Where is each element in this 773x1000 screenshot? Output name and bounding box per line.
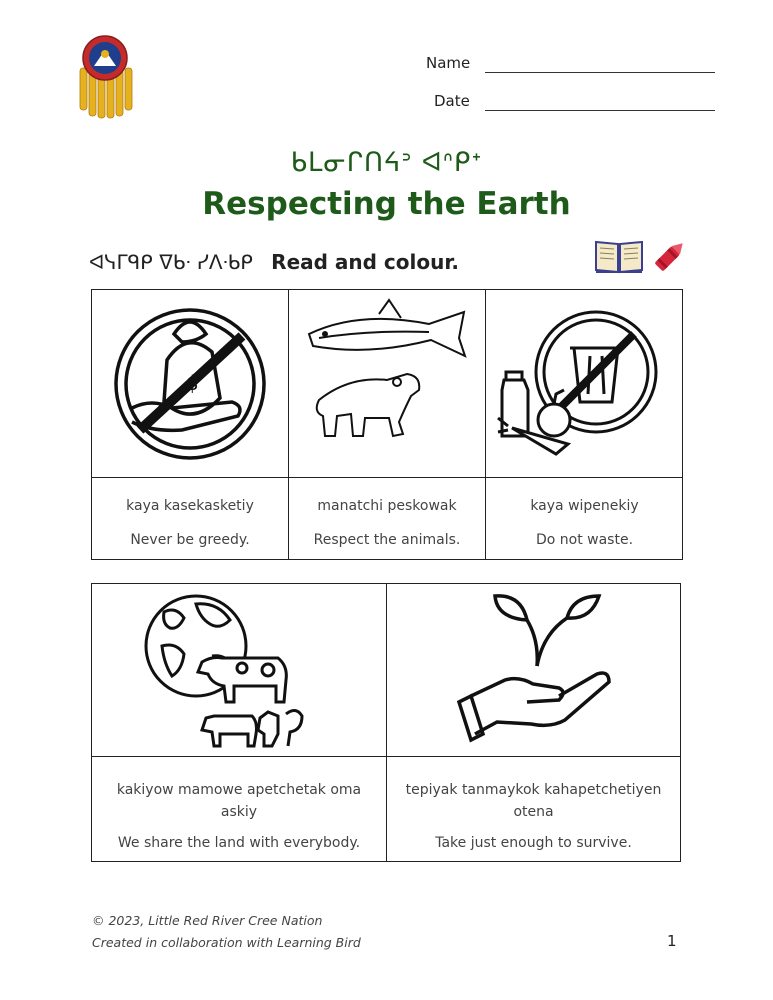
hand-with-plant-icon — [387, 584, 679, 756]
enough-picture-cell[interactable] — [387, 584, 680, 757]
fish-and-bear-icon — [289, 290, 485, 477]
nation-logo — [72, 32, 136, 120]
english-caption: Take just enough to survive. — [435, 835, 632, 851]
share-land-caption — [92, 757, 387, 861]
credit-text: Created in collaboration with Learning Bird — [92, 935, 361, 950]
waste-picture-cell[interactable] — [486, 290, 683, 478]
share-land-picture-cell[interactable] — [92, 584, 387, 757]
name-field[interactable] — [485, 72, 715, 73]
cree-caption: tepiyak tanmaykok kahapetchetiyen otena — [405, 782, 662, 820]
english-caption: Respect the animals. — [313, 532, 461, 548]
book-icon — [594, 238, 644, 274]
copyright-text: © 2023, Little Red River Cree Nation — [92, 913, 323, 928]
page-title: Respecting the Earth — [202, 186, 571, 222]
english-caption: We share the land with everybody. — [117, 835, 361, 851]
cree-caption: kaya kasekasketiy — [126, 498, 254, 514]
name-label: Name — [426, 54, 471, 72]
greed-picture-cell[interactable] — [92, 290, 289, 478]
waste-caption — [486, 478, 683, 559]
date-field[interactable] — [485, 110, 715, 111]
greed-caption — [92, 478, 289, 559]
svg-text:$: $ — [186, 371, 199, 395]
cree-caption: kaya wipenekiy — [530, 498, 639, 514]
crayon-icon — [650, 236, 690, 276]
cree-caption: manatchi peskowak — [317, 498, 457, 514]
animals-picture-cell[interactable] — [289, 290, 486, 478]
instruction-syllabics: ᐊᓭᒥᑫᑭ ᐁᑲᐧ ᓯᐱᐧᑲᑭ — [89, 250, 253, 274]
syllabics-title: ᑲᒪᓂᒋᑎᔦᐣ ᐊᐢᑭᐩ — [290, 148, 483, 178]
cree-caption: kakiyow mamowe apetchetak oma askiy — [116, 782, 362, 820]
english-caption: Never be greedy. — [130, 532, 250, 548]
instruction-english: Read and colour. — [271, 250, 459, 274]
no-greed-icon — [92, 290, 288, 477]
no-waste-icon — [486, 290, 682, 477]
earth-and-animals-icon — [92, 584, 386, 756]
activity-grid-row1 — [91, 289, 683, 560]
page-number: 1 — [667, 932, 677, 950]
enough-caption — [387, 757, 680, 861]
english-caption: Do not waste. — [535, 532, 634, 548]
animals-caption — [289, 478, 486, 559]
instruction — [89, 250, 459, 274]
activity-grid-row2 — [91, 583, 681, 862]
date-label: Date — [434, 92, 470, 110]
